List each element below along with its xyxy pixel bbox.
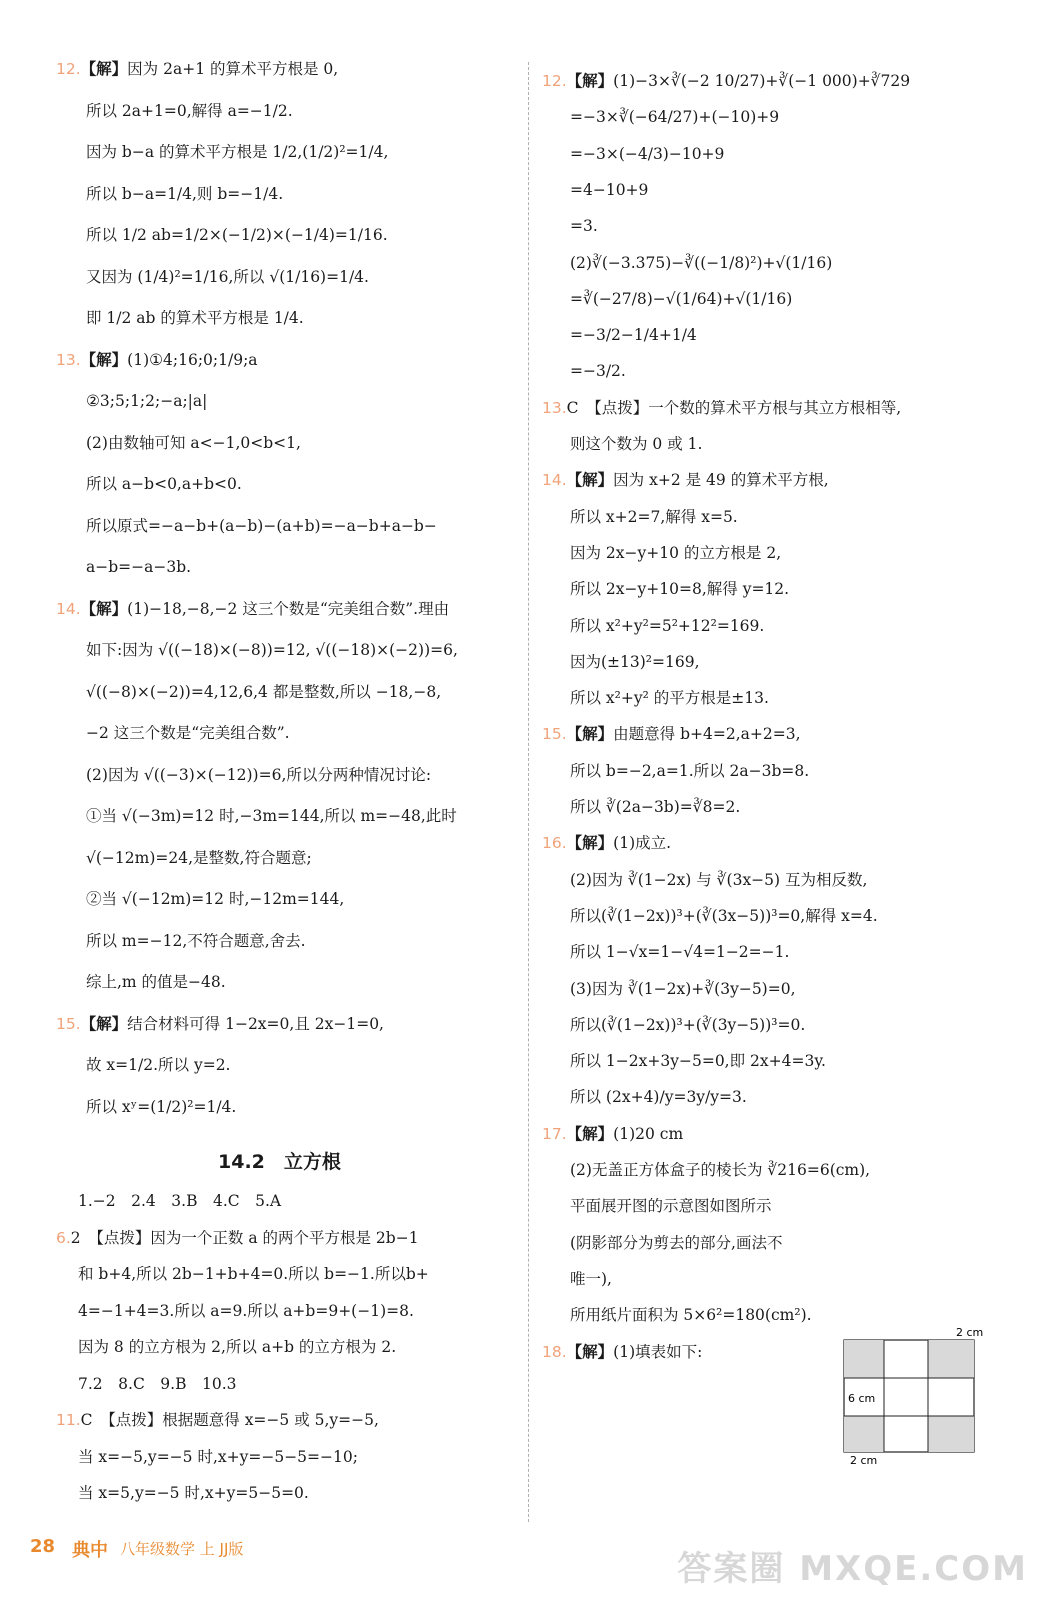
figure-label-top: 2 cm [956, 1326, 984, 1339]
answer-line [570, 324, 697, 346]
answer-tag: 【解】 [566, 1342, 614, 1361]
answer-text: 所以 m=−12,不符合题意,舍去. [86, 931, 306, 950]
answer-line [570, 360, 626, 382]
figure-shade-4 [928, 1416, 974, 1452]
question-number: 17. [542, 1124, 567, 1143]
answer-text: C 【点拨】一个数的算术平方根与其立方根相等, [566, 398, 902, 417]
answer-text: 所以 (2x+4)/y=3y/y=3. [570, 1088, 747, 1107]
answer-text: =−3×(−4/3)−10+9 [570, 144, 725, 163]
answer-text: (1)成立. [613, 834, 672, 853]
question-number: 15. [542, 725, 567, 744]
answer-line [542, 723, 801, 745]
answer-line [86, 764, 431, 786]
answer-text: (1)①4;16;0;1/9;a [127, 350, 258, 369]
answer-line [86, 183, 283, 205]
answer-line [86, 722, 290, 744]
answer-line [86, 639, 458, 661]
answer-text: 所以 2a+1=0,解得 a=−1/2. [86, 101, 293, 120]
answer-line [570, 760, 809, 782]
answer-line [570, 252, 832, 274]
answer-text: 所以 a−b<0,a+b<0. [86, 475, 242, 493]
answer-line [542, 397, 901, 419]
answer-line [570, 578, 789, 600]
answer-line [78, 1446, 358, 1468]
answer-line [570, 1159, 870, 1181]
answer-text: 唯一), [570, 1269, 612, 1288]
answer-text: (2)∛(−3.375)−∛((−1/8)²)+√(1/16) [570, 253, 833, 272]
question-number: 12. [542, 72, 567, 90]
answer-tag: 【解】 [566, 834, 614, 853]
answer-line [570, 433, 702, 455]
answer-line [86, 847, 312, 869]
figure-shade-1 [844, 1340, 884, 1378]
answer-line [570, 1195, 772, 1217]
answer-line [56, 1409, 379, 1431]
answer-line [570, 1086, 747, 1108]
answer-text: 所以 2x−y+10=8,解得 y=12. [570, 580, 790, 599]
answer-text: 由题意得 b+4=2,a+2=3, [613, 725, 801, 744]
brand-logo: 典中 [72, 1540, 108, 1561]
answer-line [78, 1336, 396, 1358]
answer-text: ②当 √(−12m)=12 时,−12m=144, [86, 890, 345, 908]
answer-line [570, 542, 781, 564]
answer-line [78, 1373, 237, 1395]
answer-line [78, 1300, 414, 1322]
question-number: 14. [56, 599, 81, 618]
answer-text: 当 x=5,y=−5 时,x+y=5−5=0. [78, 1484, 309, 1502]
answer-line [78, 1190, 281, 1212]
answer-line [56, 1013, 384, 1035]
answer-text: a−b=−a−3b. [86, 558, 192, 576]
answer-text: 因为(±13)²=169, [570, 652, 700, 671]
answer-text: −2 这三个数是“完美组合数”. [86, 724, 290, 742]
answer-line [56, 598, 449, 620]
answer-line [56, 349, 258, 371]
answer-line [86, 1054, 231, 1076]
answer-text: =−3/2−1/4+1/4 [570, 326, 697, 345]
answer-text: √((−8)×(−2))=4,12,6,4 都是整数,所以 −18,−8, [86, 682, 442, 701]
answer-text: 所以原式=−a−b+(a−b)−(a+b)=−a−b+a−b− [86, 516, 437, 535]
answer-text: 当 x=−5,y=−5 时,x+y=−5−5=−10; [78, 1447, 358, 1466]
answer-line [86, 888, 344, 910]
answer-line [86, 556, 191, 578]
question-number: 12. [56, 60, 81, 78]
answer-text: (1)20 cm [613, 1124, 684, 1143]
answer-text: 7.2 8.C 9.B 10.3 [78, 1374, 237, 1393]
answer-line [78, 1263, 429, 1285]
answer-text: 2 【点拨】因为一个正数 a 的两个平方根是 2b−1 [70, 1228, 419, 1247]
answer-line [570, 1014, 805, 1036]
answer-text: 又因为 (1/4)²=1/16,所以 √(1/16)=1/4. [86, 267, 369, 286]
answer-tag: 【解】 [80, 350, 128, 369]
answer-line [86, 1096, 236, 1118]
answer-text: (1)−18,−8,−2 这三个数是“完美组合数”.理由 [127, 599, 450, 618]
answer-text: (1)−3×∛(−2 10/27)+∛(−1 000)+∛729 [613, 72, 911, 90]
answer-text: (2)因为 √((−3)×(−12))=6,所以分两种情况讨论: [86, 765, 432, 784]
answer-text: 因为 x+2 是 49 的算术平方根, [613, 471, 829, 490]
answer-tag: 【解】 [566, 72, 614, 90]
figure-label-bottom: 2 cm [850, 1454, 878, 1466]
figure-shade-2 [928, 1340, 974, 1378]
answer-line [570, 687, 769, 709]
answer-text: 即 1/2 ab 的算术平方根是 1/4. [86, 309, 304, 327]
answer-text: 因为 2a+1 的算术平方根是 0, [127, 60, 339, 78]
answer-line [570, 1232, 782, 1254]
answer-line [86, 141, 388, 163]
page-number: 28 [30, 1536, 56, 1557]
answer-text: (3)因为 ∛(1−2x)+∛(3y−5)=0, [570, 979, 796, 998]
book-title: 八年级数学 上 JJ版 [120, 1540, 244, 1558]
question-number: 16. [542, 834, 567, 853]
answer-tag: 【解】 [566, 471, 614, 490]
answer-line [570, 143, 724, 165]
answer-tag: 【解】 [80, 60, 128, 78]
watermark: 答案圈 MXQE.COM [677, 1549, 1028, 1589]
answer-line [86, 971, 226, 993]
answer-text: 所以 x²+y² 的平方根是±13. [570, 689, 769, 708]
answer-line [570, 615, 764, 637]
question-number: 15. [56, 1014, 81, 1033]
question-number: 13. [56, 350, 81, 369]
answer-text: ①当 √(−3m)=12 时,−3m=144,所以 m=−48,此时 [86, 807, 457, 825]
answer-text: (2)因为 ∛(1−2x) 与 ∛(3x−5) 互为相反数, [570, 870, 868, 889]
answer-line [570, 215, 598, 237]
answer-line [570, 106, 779, 128]
answer-line [542, 70, 910, 92]
answer-line [86, 930, 306, 952]
answer-line [86, 805, 457, 827]
answer-text: 则这个数为 0 或 1. [570, 435, 703, 453]
answer-line [56, 58, 338, 80]
answer-text: 因为 2x−y+10 的立方根是 2, [570, 543, 782, 562]
answer-line [86, 432, 301, 454]
answer-line [86, 100, 293, 122]
answer-line [542, 832, 671, 854]
answer-text: 平面展开图的示意图如图所示 [570, 1197, 772, 1216]
answer-line [86, 473, 242, 495]
answer-line [570, 288, 792, 310]
answer-text: 结合材料可得 1−2x=0,且 2x−1=0, [127, 1014, 384, 1033]
answer-tag: 【解】 [566, 725, 614, 744]
answer-line [86, 390, 207, 412]
question-number: 14. [542, 471, 567, 490]
answer-line [570, 651, 700, 673]
answer-line [542, 1123, 683, 1145]
answer-text: 所以 ∛(2a−3b)=∛8=2. [570, 798, 741, 816]
answer-line [86, 307, 304, 329]
question-number: 13. [542, 398, 567, 417]
answer-line [86, 515, 437, 537]
figure-label-left: 6 cm [848, 1392, 876, 1405]
answer-line [86, 224, 388, 246]
section-title: 14.2 立方根 [218, 1151, 341, 1173]
answer-line [570, 179, 648, 201]
answer-tag: 【解】 [80, 599, 128, 618]
answer-text: (阴影部分为剪去的部分,画法不 [570, 1233, 783, 1252]
answer-text: ②3;5;1;2;−a;|a| [86, 392, 208, 410]
answer-text: 所以 x+2=7,解得 x=5. [570, 507, 738, 526]
figure-shade-3 [844, 1416, 884, 1452]
answer-text: 综上,m 的值是−48. [86, 973, 226, 991]
answer-tag: 【解】 [80, 1014, 128, 1033]
answer-text: 和 b+4,所以 2b−1+b+4=0.所以 b=−1.所以b+ [78, 1265, 429, 1283]
answer-text: 所以 1−2x+3y−5=0,即 2x+4=3y. [570, 1052, 826, 1071]
answer-text: 所以 xʸ=(1/2)²=1/4. [86, 1097, 237, 1116]
column-divider [528, 62, 529, 1522]
answer-text: 所以 b=−2,a=1.所以 2a−3b=8. [570, 761, 810, 780]
answer-text: 所以(∛(1−2x))³+(∛(3x−5))³=0,解得 x=4. [570, 906, 878, 925]
answer-line [542, 1341, 702, 1363]
answer-text: =−3/2. [570, 362, 626, 381]
answer-text: (2)无盖正方体盒子的棱长为 ∛216=6(cm), [570, 1161, 871, 1179]
answer-line [570, 905, 878, 927]
answer-text: =∛(−27/8)−√(1/64)+√(1/16) [570, 289, 793, 308]
question-number: 18. [542, 1342, 567, 1361]
answer-text: 所以 1−√x=1−√4=1−2=−1. [570, 943, 790, 962]
answer-text: 所以(∛(1−2x))³+(∛(3y−5))³=0. [570, 1015, 806, 1034]
answer-tag: 【解】 [566, 1124, 614, 1143]
answer-text: 1.−2 2.4 3.B 4.C 5.A [78, 1192, 282, 1210]
answer-text: 故 x=1/2.所以 y=2. [86, 1056, 231, 1074]
answer-line [542, 469, 829, 491]
answer-line [570, 869, 867, 891]
answer-text: =3. [570, 217, 598, 236]
answer-line [86, 266, 369, 288]
answer-text: 因为 b−a 的算术平方根是 1/2,(1/2)²=1/4, [86, 143, 389, 161]
answer-text: =−3×∛(−64/27)+(−10)+9 [570, 108, 780, 127]
answer-text: √(−12m)=24,是整数,符合题意; [86, 848, 312, 867]
answer-line [78, 1482, 309, 1504]
answer-text: 4=−1+4=3.所以 a=9.所以 a+b=9+(−1)=8. [78, 1301, 414, 1320]
answer-text: (2)由数轴可知 a<−1,0<b<1, [86, 433, 301, 452]
answer-text: 所以 1/2 ab=1/2×(−1/2)×(−1/4)=1/16. [86, 226, 388, 244]
question-number: 11. [56, 1411, 81, 1429]
answer-line [56, 1227, 419, 1249]
answer-text: 如下:因为 √((−18)×(−8))=12, √((−18)×(−2))=6, [86, 641, 458, 659]
box-net-figure [838, 1326, 988, 1466]
answer-text: 所用纸片面积为 5×6²=180(cm²). [570, 1306, 812, 1325]
answer-line [86, 681, 441, 703]
answer-line [570, 1304, 812, 1326]
answer-line [570, 941, 789, 963]
answer-text: 因为 8 的立方根为 2,所以 a+b 的立方根为 2. [78, 1338, 397, 1356]
answer-text: =4−10+9 [570, 180, 649, 199]
question-number: 6. [56, 1228, 71, 1247]
answer-line [570, 1050, 826, 1072]
answer-text: (1)填表如下: [613, 1342, 703, 1361]
answer-line [570, 506, 738, 528]
answer-text: 所以 x²+y²=5²+12²=169. [570, 616, 765, 635]
answer-line [570, 1268, 612, 1290]
answer-line [570, 796, 740, 818]
answer-text: C 【点拨】根据题意得 x=−5 或 5,y=−5, [80, 1411, 379, 1429]
answer-line [570, 978, 796, 1000]
answer-text: 所以 b−a=1/4,则 b=−1/4. [86, 184, 284, 203]
